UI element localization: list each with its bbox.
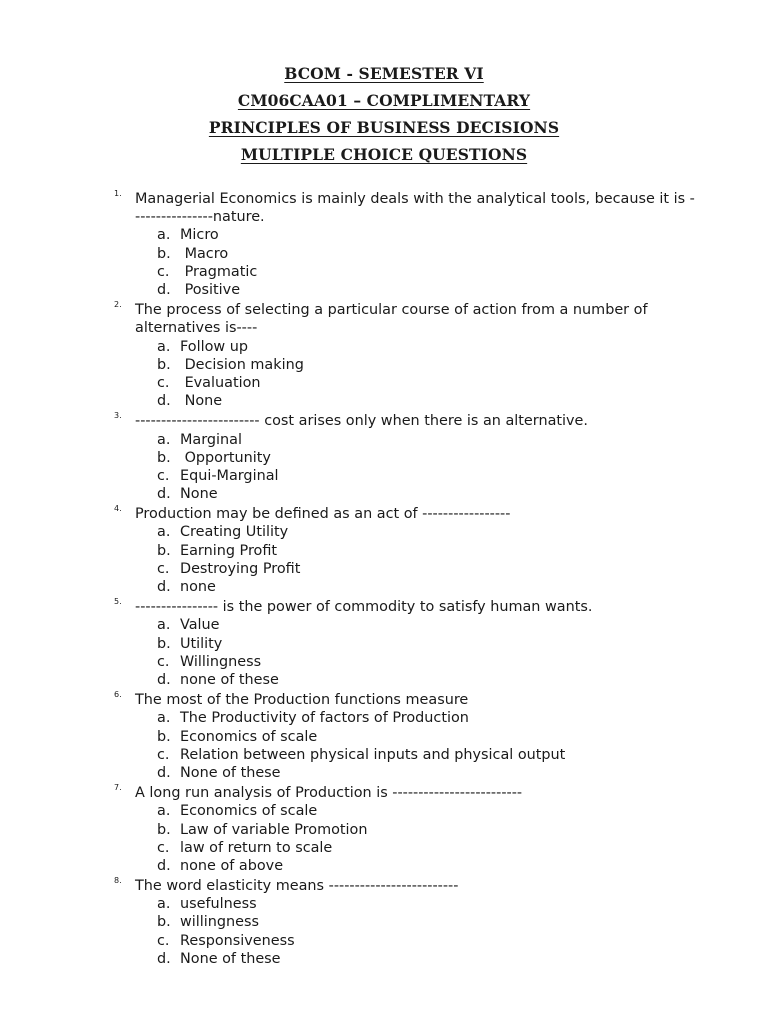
answer-option bbox=[135, 635, 768, 653]
question-item bbox=[0, 410, 768, 503]
option-list bbox=[135, 895, 768, 968]
option-letter: b. bbox=[157, 245, 171, 262]
option-letter: c. bbox=[157, 263, 170, 280]
header-paper-code-line: CM06CAA01 – COMPLIMENTARY bbox=[237, 91, 531, 110]
option-letter: d. bbox=[157, 393, 171, 410]
question-text: The process of selecting a particular course of action from a number of alternatives is---- bbox=[135, 302, 648, 337]
option-list bbox=[135, 523, 768, 596]
option-letter: d. bbox=[157, 950, 171, 967]
option-letter: d. bbox=[157, 486, 171, 503]
option-text: Creating Utility bbox=[180, 524, 289, 541]
answer-option bbox=[135, 226, 768, 244]
answer-option bbox=[135, 281, 768, 299]
answer-option bbox=[135, 523, 768, 541]
option-letter: a. bbox=[157, 803, 171, 820]
question-text: A long run analysis of Production is ------------------------- bbox=[135, 785, 523, 802]
answer-option bbox=[135, 857, 768, 875]
option-letter: a. bbox=[157, 431, 171, 448]
question-number: 8. bbox=[114, 876, 122, 886]
option-text: Evaluation bbox=[180, 374, 261, 391]
option-text: Utility bbox=[180, 635, 223, 652]
question-item bbox=[0, 689, 768, 782]
option-letter: b. bbox=[157, 542, 171, 559]
option-letter: d. bbox=[157, 579, 171, 596]
option-text: Macro bbox=[180, 245, 229, 262]
option-text: Relation between physical inputs and physical output bbox=[180, 746, 566, 763]
header-course-line: BCOM - SEMESTER VI bbox=[284, 64, 484, 83]
option-text: Micro bbox=[180, 227, 219, 244]
answer-option bbox=[135, 392, 768, 410]
header-subject-line: PRINCIPLES OF BUSINESS DECISIONS bbox=[208, 118, 560, 137]
answer-option bbox=[135, 709, 768, 727]
option-text: Willingness bbox=[180, 653, 262, 670]
option-letter: c. bbox=[157, 374, 170, 391]
option-letter: c. bbox=[157, 653, 170, 670]
question-number: 5. bbox=[114, 597, 122, 607]
answer-option bbox=[135, 431, 768, 449]
option-letter: b. bbox=[157, 821, 171, 838]
question-number: 1. bbox=[114, 189, 122, 198]
option-text: None of these bbox=[180, 950, 281, 967]
answer-option bbox=[135, 263, 768, 281]
question-item bbox=[0, 875, 768, 968]
option-list bbox=[135, 338, 768, 411]
question-list bbox=[0, 188, 768, 968]
answer-option bbox=[135, 356, 768, 374]
answer-option bbox=[135, 616, 768, 634]
option-text: usefulness bbox=[180, 896, 257, 913]
option-text: None bbox=[180, 393, 223, 410]
option-letter: a. bbox=[157, 524, 171, 541]
option-text: Earning Profit bbox=[180, 542, 278, 559]
option-text: Pragmatic bbox=[180, 263, 258, 280]
document-header bbox=[0, 60, 768, 168]
answer-option bbox=[135, 728, 768, 746]
answer-option bbox=[135, 746, 768, 764]
option-text: Positive bbox=[180, 281, 241, 298]
option-letter: a. bbox=[157, 338, 171, 355]
option-letter: b. bbox=[157, 356, 171, 373]
option-letter: c. bbox=[157, 932, 170, 949]
question-item bbox=[0, 503, 768, 596]
question-number: 7. bbox=[114, 783, 122, 793]
answer-option bbox=[135, 653, 768, 671]
question-text: Managerial Economics is mainly deals with the analytical tools, because it is ----------------nature. bbox=[135, 191, 695, 226]
answer-option bbox=[135, 802, 768, 820]
option-text: Marginal bbox=[180, 431, 242, 448]
header-section-line: MULTIPLE CHOICE QUESTIONS bbox=[240, 145, 528, 164]
option-letter: b. bbox=[157, 914, 171, 931]
option-list bbox=[135, 616, 768, 689]
answer-option bbox=[135, 578, 768, 596]
question-text: ---------------- is the power of commodity to satisfy human wants. bbox=[135, 599, 593, 616]
answer-option bbox=[135, 467, 768, 485]
option-text: Destroying Profit bbox=[180, 560, 301, 577]
option-letter: b. bbox=[157, 635, 171, 652]
answer-option bbox=[135, 338, 768, 356]
option-text: Responsiveness bbox=[180, 932, 295, 949]
option-text: Economics of scale bbox=[180, 728, 318, 745]
option-letter: d. bbox=[157, 281, 171, 298]
option-letter: c. bbox=[157, 467, 170, 484]
option-text: Value bbox=[180, 617, 220, 634]
option-text: Decision making bbox=[180, 356, 304, 373]
option-letter: a. bbox=[157, 896, 171, 913]
option-text: The Productivity of factors of Production bbox=[180, 710, 469, 727]
answer-option bbox=[135, 245, 768, 263]
option-letter: b. bbox=[157, 449, 171, 466]
option-letter: c. bbox=[157, 746, 170, 763]
option-text: law of return to scale bbox=[180, 839, 333, 856]
answer-option bbox=[135, 839, 768, 857]
option-text: Equi-Marginal bbox=[180, 467, 279, 484]
answer-option bbox=[135, 913, 768, 931]
option-letter: a. bbox=[157, 710, 171, 727]
option-text: Opportunity bbox=[180, 449, 271, 466]
answer-option bbox=[135, 932, 768, 950]
question-text: The word elasticity means ------------------------- bbox=[135, 878, 459, 895]
option-letter: b. bbox=[157, 728, 171, 745]
answer-option bbox=[135, 821, 768, 839]
question-item bbox=[0, 188, 768, 299]
answer-option bbox=[135, 560, 768, 578]
option-text: none of these bbox=[180, 671, 279, 688]
question-text: ------------------------ cost arises only when there is an alternative. bbox=[135, 413, 588, 430]
answer-option bbox=[135, 671, 768, 689]
option-letter: a. bbox=[157, 617, 171, 634]
option-letter: a. bbox=[157, 227, 171, 244]
option-letter: d. bbox=[157, 857, 171, 874]
option-letter: c. bbox=[157, 839, 170, 856]
question-item bbox=[0, 299, 768, 410]
answer-option bbox=[135, 764, 768, 782]
option-text: none bbox=[180, 579, 216, 596]
answer-option bbox=[135, 485, 768, 503]
option-letter: d. bbox=[157, 671, 171, 688]
option-letter: c. bbox=[157, 560, 170, 577]
option-list bbox=[135, 226, 768, 299]
question-item bbox=[0, 782, 768, 875]
answer-option bbox=[135, 542, 768, 560]
question-number: 2. bbox=[114, 300, 122, 310]
answer-option bbox=[135, 374, 768, 392]
option-list bbox=[135, 431, 768, 504]
option-text: Follow up bbox=[180, 338, 248, 355]
option-text: Law of variable Promotion bbox=[180, 821, 368, 838]
option-list bbox=[135, 802, 768, 875]
question-text: Production may be defined as an act of ----------------- bbox=[135, 506, 511, 523]
option-text: Economics of scale bbox=[180, 803, 318, 820]
option-text: None bbox=[180, 486, 218, 503]
question-number: 4. bbox=[114, 504, 122, 514]
answer-option bbox=[135, 895, 768, 913]
answer-option bbox=[135, 449, 768, 467]
answer-option bbox=[135, 950, 768, 968]
option-letter: d. bbox=[157, 764, 171, 781]
question-number: 3. bbox=[114, 411, 122, 421]
option-text: willingness bbox=[180, 914, 259, 931]
option-text: none of above bbox=[180, 857, 284, 874]
question-number: 6. bbox=[114, 690, 122, 700]
option-list bbox=[135, 709, 768, 782]
question-text: The most of the Production functions measure bbox=[135, 692, 469, 709]
question-item bbox=[0, 596, 768, 689]
option-text: None of these bbox=[180, 764, 281, 781]
